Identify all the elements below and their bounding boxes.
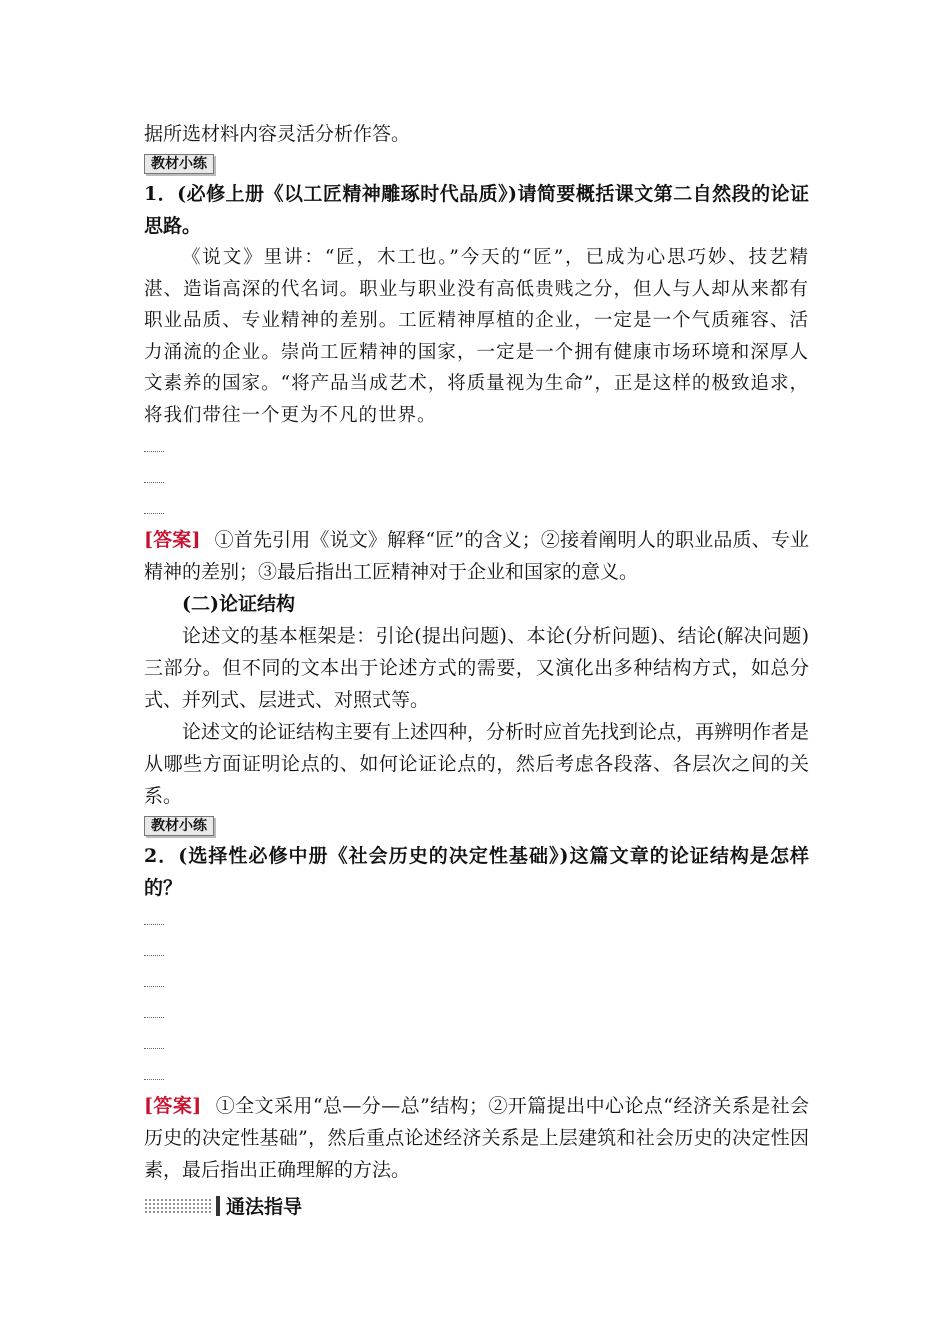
answer-blank-line bbox=[144, 904, 809, 935]
section-paragraph-2: 论述文的论证结构主要有上述四种，分析时应首先找到论点，再辨明作者是从哪些方面证明论点的、如何论证论点的，然后考虑各段落、各层次之间的关系。 bbox=[144, 721, 810, 807]
textbook-practice-tag-2: 教材小练 bbox=[144, 816, 214, 836]
document-page bbox=[144, 118, 809, 1219]
answer-blank-line bbox=[144, 997, 809, 1028]
answer-1-text: ①首先引用《说文》解释“匠”的含义；②接着阐明人的职业品质、专业精神的差别；③最后指出工匠精神对于企业和国家的意义。 bbox=[144, 529, 809, 583]
answer-blank-line bbox=[144, 493, 809, 524]
answer-blank-line bbox=[144, 1028, 809, 1059]
question-1: 1．(必修上册《以工匠精神雕琢时代品质》)请简要概括课文第二自然段的论证思路。 bbox=[144, 183, 809, 237]
answer-blank-line bbox=[144, 966, 809, 997]
question-2: 2．(选择性必修中册《社会历史的决定性基础》)这篇文章的论证结构是怎样的？ bbox=[144, 845, 809, 899]
answer-blank-line bbox=[144, 431, 809, 462]
bar-divider bbox=[216, 1196, 220, 1216]
intro-line: 据所选材料内容灵活分析作答。 bbox=[144, 123, 411, 145]
section-heading: (二)论证结构 bbox=[182, 593, 295, 615]
answer-1 bbox=[144, 524, 809, 588]
section-banner bbox=[144, 1192, 809, 1219]
answer-label: [答案] bbox=[144, 529, 201, 551]
answer-blank-line bbox=[144, 935, 809, 966]
section-paragraph-1: 论述文的基本框架是：引论(提出问题)、本论(分析问题)、结论(解决问题)三部分。但不同的文本出于论述方式的需要，又演化出多种结构方式，如总分式、并列式、层进式、对照式等。 bbox=[144, 625, 809, 711]
answer-blank-line bbox=[144, 1059, 809, 1090]
textbook-practice-tag-1: 教材小练 bbox=[144, 154, 214, 174]
answer-label: [答案] bbox=[144, 1095, 202, 1117]
answer-2-text: ①全文采用“总—分—总”结构；②开篇提出中心论点“经济关系是社会历史的决定性基础”，然后重点论述经济关系是上层建筑和社会历史的决定性因素，最后指出正确理解的方法。 bbox=[144, 1095, 809, 1181]
answer-2 bbox=[144, 1090, 809, 1186]
section-banner-title: 通法指导 bbox=[226, 1196, 303, 1218]
dotted-pattern-icon bbox=[144, 1198, 212, 1214]
answer-blank-line bbox=[144, 462, 809, 493]
question-1-passage: 《说文》里讲：“匠，木工也。”今天的“匠”，已成为心思巧妙、技艺精湛、造诣高深的代名词。职业与职业没有高低贵贱之分，但人与人却从来都有职业品质、专业精神的差别。工匠精神厚植的企业，一定是一个气质雍容、活力涌流的企业。崇尚工匠精神的国家，一定是一个拥有健康市场环境和深厚人文素养的国家。“将产品当成艺术，将质量视为生命”，正是这样的极致追求，将我们带往一个更为不凡的世界。 bbox=[144, 247, 809, 426]
